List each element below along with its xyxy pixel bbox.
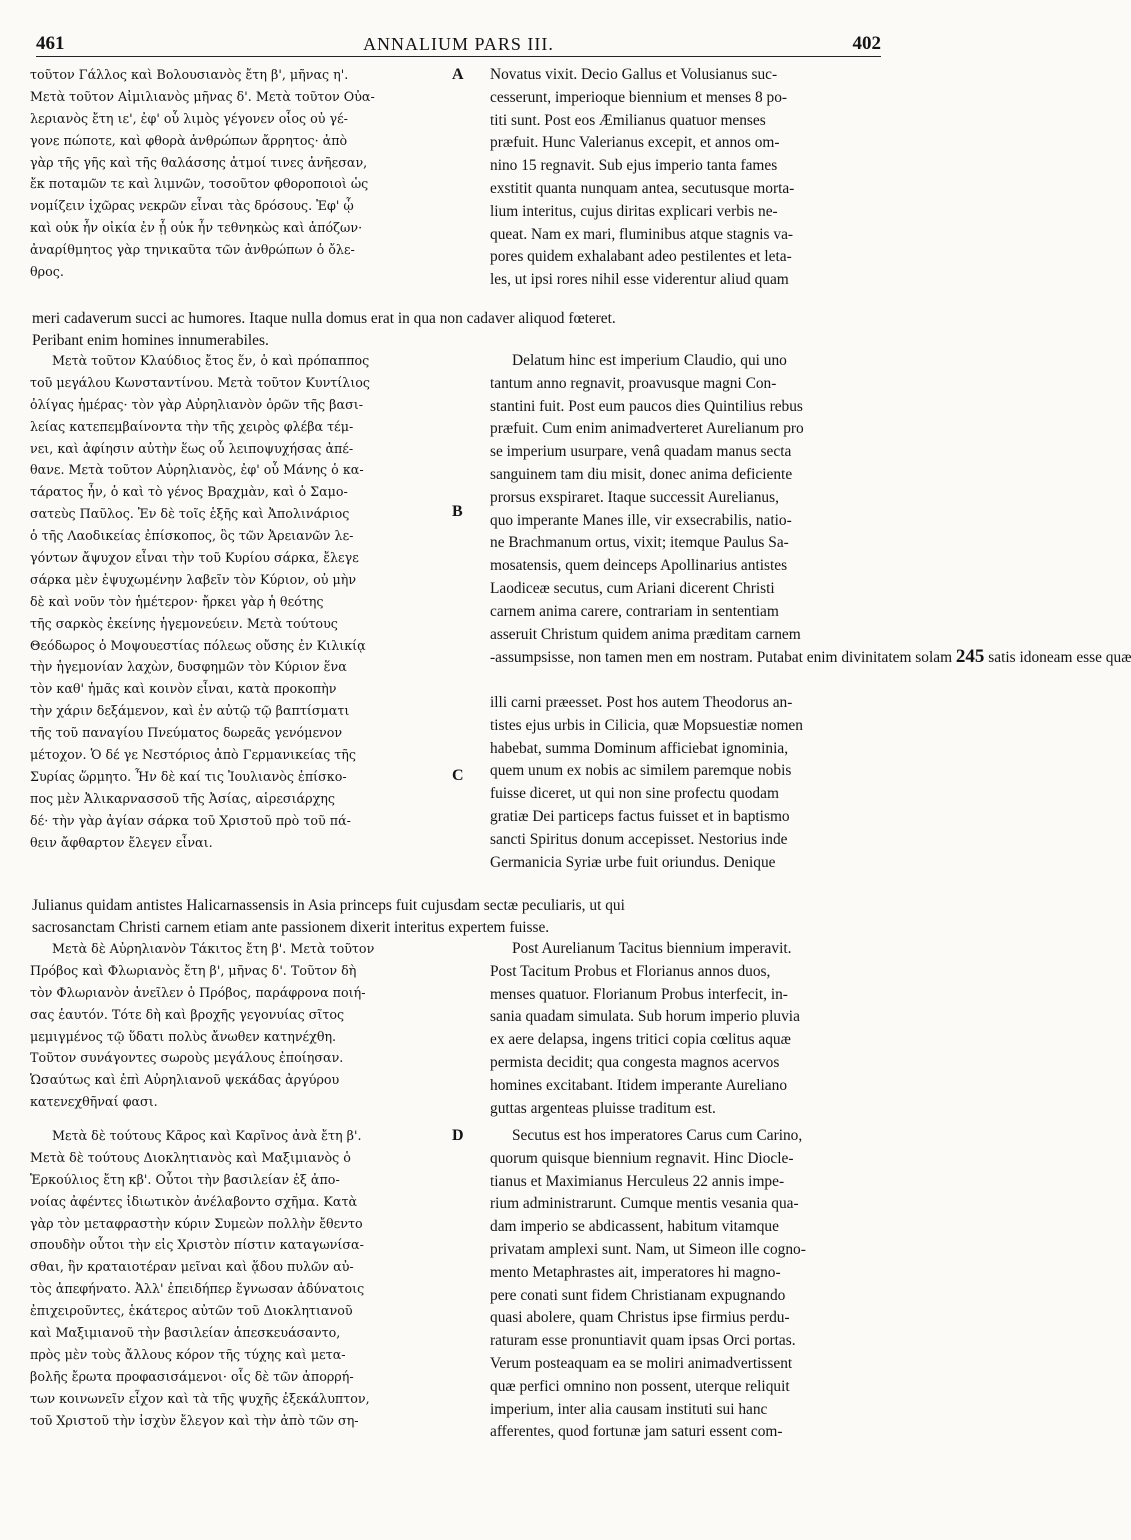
text-line: tantum anno regnavit, proavusque magni Con- — [490, 374, 777, 392]
text-line: των κοινωνεῖν εἶχον καὶ τὰ τῆς ψυχῆς ἐξεκάλυπτον, — [30, 1390, 370, 1406]
text-line: les, ut ipsi rores nihil esse viderentur aliud quam — [490, 271, 789, 289]
text-line: λείας κατεπεμβαίνοντα τὴν τῆς χειρὸς φλέβα τέμ- — [30, 418, 354, 434]
text-line — [30, 1431, 462, 1453]
text-line — [490, 1444, 882, 1467]
text-line: Delatum hinc est imperium Claudio, qui uno — [512, 352, 787, 369]
text-line: guttas argenteas pluisse traditum est. — [490, 1099, 716, 1117]
text-line: Μετὰ δὲ τούτους Διοκλητιανὸς καὶ Μαξιμιανὸς ὁ — [30, 1149, 351, 1165]
text-line: σας ἑαυτόν. Τότε δὴ καὶ βροχῆς γεγονυίας σῖτος — [30, 1006, 345, 1022]
text-line: quæ perfici omnino non possent, uterque reliquit — [490, 1377, 790, 1395]
text-line: pere conati sunt fidem Christianam expugnando — [490, 1286, 786, 1304]
text-line: τάρατος ἦν, ὁ καὶ τὸ γένος Βραχμὰν, καὶ ὁ Σαμο- — [30, 484, 348, 500]
text-line: cesserunt, imperioque biennium et menses 8 po- — [490, 88, 788, 106]
text-line: σάρκα μὲν ἐψυχωμένην λαβεῖν τὸν Κύριον, οὐ μὴν — [30, 571, 357, 587]
text-line: γὰρ τὸν μεταφραστὴν κύριν Συμεὼν πολλὴν ἔθεντο — [30, 1215, 363, 1231]
text-line: νει, καὶ ἀφίησιν αὐτὴν ἕως οὗ λειποψυχήσας ἀπέ- — [30, 440, 354, 456]
section-b — [30, 350, 1131, 897]
text-line: quasi abolere, quam Christus ipse firmius perdu- — [490, 1309, 790, 1327]
text-line: τὸς ἀπεφήνατο. Ἀλλ' ἐπειδήπερ ἔγνωσαν ἀδύνατοις — [30, 1281, 365, 1297]
text-line: τοῦτον Γάλλος καὶ Βολουσιανὸς ἔτη β', μῆνας η'. — [30, 67, 349, 82]
text-line: τοῦ Χριστοῦ τὴν ἰσχὺν ἔλεγον καὶ τὴν ἀπὸ τῶν ση- — [30, 1412, 359, 1428]
text-line: Ἑρκούλιος ἔτη κβ'. Οὗτοι τὴν βασιλείαν ἐξ ἀπο- — [30, 1171, 340, 1187]
section-tacitus — [30, 938, 885, 1120]
text-line: τοῦ μεγάλου Κωνσταντίνου. Μετὰ τοῦτον Κυντίλιος — [30, 374, 371, 390]
text-line: illi carni præesset. Post hos autem Theodorus an- — [490, 693, 793, 711]
text-line: πος μὲν Ἀλικαρνασσοῦ τῆς Ἀσίας, αἱρεσιάρχης — [30, 790, 335, 806]
text-line: quo imperante Manes ille, vir exsecrabilis, natio- — [490, 511, 792, 529]
latin-column-tacitus — [490, 938, 882, 1120]
text-line: μέτοχον. Ὁ δέ γε Νεστόριος ἀπὸ Γερμανικείας τῆς — [30, 747, 356, 763]
text-line: Secutus est hos imperatores Carus cum Carino, — [512, 1127, 803, 1144]
page-header — [36, 32, 881, 57]
text-line — [30, 283, 462, 305]
text-line — [30, 1497, 462, 1519]
text-line: queat. Nam ex mari, fluminibus atque stagnis va- — [490, 225, 794, 243]
text-line: Συρίας ὥρμητο. Ἦν δὲ καί τις Ἰουλιανὸς ἐπίσκο- — [30, 768, 347, 784]
text-line: carnem anima carere, contrariam in sententiam — [490, 602, 779, 620]
text-line: γονε πώποτε, καὶ φθορὰ ἀνθρώπων ἄρρητος· ἀπὸ — [30, 132, 348, 148]
text-line — [30, 1453, 462, 1475]
text-line: rium administrarunt. Cumque mentis vesania qua- — [490, 1195, 799, 1213]
text-segment: satis idoneam esse quæ — [984, 649, 1131, 667]
text-line: Germanicia Syriæ urbe fuit oriundus. Denique — [490, 853, 776, 871]
text-line — [490, 1467, 882, 1490]
text-line: Post Tacitum Probus et Florianus annos duos, — [490, 962, 771, 980]
text-line: Πρόβος καὶ Φλωριανὸς ἔτη β', μῆνας δ'. Τοῦτον δὴ — [30, 962, 357, 978]
text-line — [490, 1490, 882, 1513]
text-line: sanguinem tam diu misit, donec anima deficiente — [490, 465, 793, 483]
text-line: ex aere delapsa, ingens tritici copia cœlitus aquæ — [490, 1031, 791, 1049]
text-line: pores quidem exhalabant adeo pestilentes et leta- — [490, 248, 792, 266]
text-line: homines excitabant. Itidem imperante Aureliano — [490, 1076, 788, 1094]
text-line: βολῆς ἔρωτα προφασισάμενοι· οἷς δὲ τῶν ἀπορρή- — [30, 1368, 354, 1384]
text-line: νομίζειν ἰχῶρας νεκρῶν εἶναι τὰς δρόσους. Ἐφ' ᾧ — [30, 198, 354, 214]
page-marginal-number: 245 — [955, 646, 985, 668]
text-line: σθαι, ἣν κραταιοτέραν μεῖναι καὶ ᾅδου πυλῶν αὐ- — [30, 1259, 354, 1275]
section-a — [30, 64, 885, 305]
text-line: prorsus exspiraret. Itaque successit Aurelianus, — [490, 488, 779, 506]
running-title: ANNALIUM PARS III. — [363, 33, 554, 54]
text-line: quem unum ex nobis ac similem paremque nobis — [490, 762, 792, 780]
text-line: γὰρ τῆς γῆς καὶ τῆς θαλάσσης ἀτμοί τινες ἀνῆεσαν, — [30, 154, 368, 170]
text-line: καὶ Μαξιμιανοῦ τὴν βασιλείαν ἀπεσκευάσαντο, — [30, 1325, 341, 1341]
text-line: μεμιγμένος τῷ ὕδατι πολὺς ἄνωθεν κατηνέχθη. — [30, 1028, 337, 1044]
text-line: fuisse diceret, ut qui non sine profectu quodam — [490, 785, 779, 803]
latin-column-b — [490, 350, 1131, 897]
text-line: Μετὰ τοῦτον Αἰμιλιανὸς μῆνας δ'. Μετὰ τοῦτον Οὐα- — [30, 88, 375, 104]
text-line: sancti Spiritus donum accepisset. Nestorius inde — [490, 830, 788, 848]
latin-column-a — [490, 64, 882, 305]
text-line: τὸν Φλωριανὸν ἀνεῖλεν ὁ Πρόβος, παράφρονα ποιή- — [30, 984, 366, 1000]
text-line: raturam esse pronuntiavit quam ipsas Orci portas. — [490, 1332, 796, 1350]
text-line: præfuit. Cum enim animadverteret Aurelianum pro — [490, 420, 804, 438]
text-line: stantini fuit. Post eum paucos dies Quintilius rebus — [490, 397, 803, 415]
text-line: δὲ καὶ νοῦν τὸν ἡμέτερον· ἤρκει γὰρ ἡ θεότης — [30, 593, 324, 609]
text-line: θειν ἄφθαρτον ἔλεγεν εἶναι. — [30, 834, 213, 850]
text-segment: -assumpsisse, non tamen men em nostram. Putabat enim divinitatem solam — [490, 649, 956, 667]
text-line: nino 15 regnavit. Sub ejus imperio tanta fames — [490, 157, 778, 175]
text-line: τὸν καθ' ἡμᾶς καὶ κοινὸν εἶναι, κατὰ προκοπὴν — [30, 681, 337, 697]
text-line: λεριανὸς ἔτη ιε', ἐφ' οὗ λιμὸς γέγονεν οἷος οὐ γέ- — [30, 110, 348, 126]
text-line: Verum posteaquam ea se moliri animadvertissent — [490, 1354, 793, 1372]
text-line: γόντων ἄψυχον εἶναι τὴν τοῦ Κυρίου σάρκα, ἔλεγε — [30, 550, 359, 566]
text-line: ἔκ ποταμῶν τε καὶ λιμνῶν, τοσοῦτον φθοροποιοὶ ὡς — [30, 176, 369, 192]
text-line — [30, 853, 462, 875]
right-page-number: 402 — [852, 33, 881, 54]
text-line: τῆς σαρκὸς ἐκείνης ἡγεμονεύειν. Μετὰ τούτους — [30, 615, 338, 631]
text-line: menses quatuor. Florianum Probus interfecit, in- — [490, 985, 788, 1003]
text-line: καὶ οὐκ ἦν οἰκία ἐν ᾗ οὐκ ἦν τεθνηκὼς καὶ ἀπόζων· — [30, 220, 363, 236]
text-line: Peribant enim homines innumerabiles. — [32, 332, 269, 349]
text-line: κατενεχθῆναί φασι. — [30, 1094, 158, 1110]
section-marker-c: C — [452, 767, 464, 784]
text-line: Ὡσαύτως καὶ ἐπὶ Αὐρηλιανοῦ ψεκάδας ἀργύρου — [30, 1072, 340, 1088]
full-width-block-1 — [32, 308, 881, 352]
text-line: Julianus quidam antistes Halicarnassensis in Asia princeps fuit cujusdam sectæ peculiaris, ut qui — [32, 897, 625, 914]
text-line: ἐπιχειροῦντες, ἑκάτερος αὐτῶν τοῦ Διοκλητιανοῦ — [30, 1303, 353, 1319]
section-marker-b: B — [452, 503, 463, 520]
text-line: afferentes, quod fortunæ jam saturi essent com- — [490, 1423, 783, 1441]
text-line: ἀναρίθμητος γὰρ τηνικαῦτα τῶν ἀνθρώπων ὁ ὄλε- — [30, 242, 355, 258]
text-line: Novatus vixit. Decio Gallus et Volusianus suc- — [490, 66, 778, 83]
text-line: præfuit. Hunc Valerianus excepit, et annos om- — [490, 134, 780, 152]
text-line: exstitit quanta nunquam antea, secutusque morta- — [490, 179, 795, 197]
text-line: Post Aurelianum Tacitus biennium imperavit. — [512, 940, 792, 957]
section-d — [30, 1125, 885, 1519]
text-line: gratiæ Dei particeps factus fuisset et in baptismo — [490, 807, 790, 825]
left-page-number: 461 — [36, 33, 65, 54]
text-line: Μετὰ τοῦτον Κλαύδιος ἔτος ἕν, ὁ καὶ πρόπαππος — [52, 353, 370, 368]
section-marker-a: A — [452, 66, 464, 83]
text-line: ne Brachmanum ortus, vixit; itemque Paulus Sa- — [490, 534, 789, 552]
greek-column-tacitus — [30, 938, 462, 1120]
text-line — [490, 669, 882, 692]
section-marker-d: D — [452, 1127, 464, 1144]
text-line: permista decidit; qua congesta magnos acervos — [490, 1053, 780, 1071]
text-line: dam imperio se abdicassent, habitum vitamque — [490, 1218, 779, 1236]
greek-column-d — [30, 1125, 462, 1519]
text-line: tistes ejus urbis in Cilicia, quæ Mopsuestiæ nomen — [490, 716, 803, 734]
text-line: Μετὰ δὲ τούτους Κᾶρος καὶ Καρῖνος ἀνὰ ἔτη β'. — [52, 1128, 362, 1143]
text-line: θρος. — [30, 264, 64, 280]
greek-column-a — [30, 64, 462, 305]
text-line: τῆς τοῦ παναγίου Πνεύματος δωρεᾶς γενόμενον — [30, 725, 343, 741]
text-line: ὁ τῆς Λαοδικείας ἐπίσκοπος, ὃς τῶν Ἀρειανῶν λε- — [30, 528, 354, 544]
text-line: Θεόδωρος ὁ Μοψουεστίας πόλεως οὔσης ἐν Κιλικίᾳ — [30, 637, 366, 653]
text-line: sacrosanctam Christi carnem etiam ante passionem dixerit interitus expertem fuisse. — [32, 919, 550, 936]
text-line: lium interitus, cujus diritas explicari verbis ne- — [490, 202, 778, 220]
text-line — [490, 646, 1131, 669]
text-line: sania quadam simulata. Sub horum imperio pluvia — [490, 1008, 800, 1026]
text-line: meri cadaverum succi ac humores. Itaque nulla domus erat in qua non cadaver aliquod fœteret. — [32, 310, 616, 327]
text-line — [490, 874, 882, 897]
text-line: θανε. Μετὰ τοῦτον Αὐρηλιανὸς, ἐφ' οὗ Μάνης ὁ κα- — [30, 462, 364, 478]
full-width-block-2 — [32, 895, 881, 939]
text-line: asseruit Christum quidem anima præditam carnem — [490, 625, 801, 643]
text-line — [30, 1475, 462, 1497]
text-line: τὴν ἡγεμονίαν λαχὼν, δυσφημῶν τὸν Κύριον ἕνα — [30, 659, 347, 675]
text-line: ὀλίγας ἡμέρας· τὸν γὰρ Αὐρηλιανὸν ὁρῶν τῆς βασι- — [30, 396, 363, 412]
text-line: mosatensis, quem deinceps Apollinarius antistes — [490, 557, 788, 575]
text-line: τὴν χάριν δεξάμενον, καὶ ἐν αὐτῷ τῷ βαπτίσματι — [30, 703, 350, 719]
text-line: πρὸς μὲν τοὺς ἄλλους κόρον τῆς τύχης καὶ μετα- — [30, 1346, 346, 1362]
text-line: mento Metaphrastes ait, imperatores hi magno- — [490, 1263, 781, 1281]
text-line: tianus et Maximianus Herculeus 22 annis impe- — [490, 1172, 785, 1190]
text-line: Laodiceæ secutus, cum Ariani dicerent Christi — [490, 579, 775, 597]
text-line: habebat, summa Dominum afficiebat ignominia, — [490, 739, 789, 757]
latin-column-d — [490, 1125, 882, 1519]
text-line: σατεὺς Παῦλος. Ἐν δὲ τοῖς ἑξῆς καὶ Ἀπολινάριος — [30, 506, 350, 522]
text-line: titi sunt. Post eos Æmilianus quatuor menses — [490, 111, 766, 129]
text-line: imperium, inter alia causam instituti sui hanc — [490, 1400, 768, 1418]
text-line: νοίας ἀφέντες ἰδιωτικὸν ἀνέλαβοντο σχῆμα. Κατὰ — [30, 1193, 358, 1209]
greek-column-b — [30, 350, 462, 897]
text-line: privatam amplexi sunt. Nam, ut Simeon ille cogno- — [490, 1240, 806, 1258]
text-line: σπουδὴν οὗτοι τὴν εἰς Χριστὸν πίστιν καταγωνίσα- — [30, 1237, 364, 1253]
text-line: Μετὰ δὲ Αὐρηλιανὸν Τάκιτος ἔτη β'. Μετὰ τοῦτον — [52, 941, 375, 956]
text-line: se imperium usurpare, venâ quadam manus secta — [490, 443, 792, 461]
text-line — [30, 875, 462, 897]
text-line: quorum quisque biennium regnavit. Hinc Diocle- — [490, 1149, 794, 1167]
text-line: Τοῦτον συνάγοντες σωροὺς μεγάλους ἐποίησαν. — [30, 1050, 344, 1066]
text-line: δέ· τὴν γὰρ ἁγίαν σάρκα τοῦ Χριστοῦ πρὸ τοῦ πά- — [30, 812, 351, 828]
